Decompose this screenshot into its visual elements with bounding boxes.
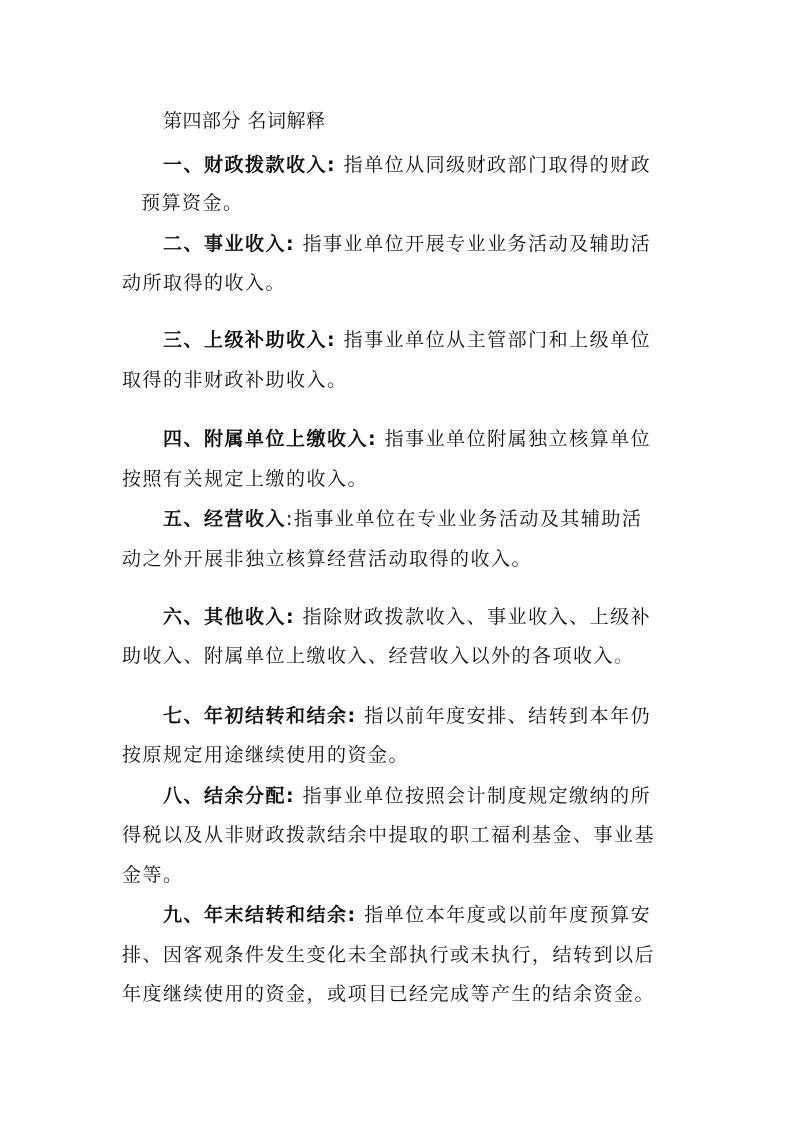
entry-7-line-2: 按原规定用途继续使用的资金。 — [122, 744, 410, 766]
entry-8-term: 八、结余分配: — [163, 785, 296, 807]
entry-2-text: 指事业单位开展专业业务活动及辅助活 — [302, 233, 652, 255]
entry-4-line-2: 按照有关规定上缴的收入。 — [122, 468, 369, 490]
entry-1-term: 一、财政拨款收入: — [163, 154, 337, 176]
entry-6-line-1 — [163, 604, 651, 630]
entry-9-term: 九、年末结转和结余: — [163, 904, 357, 926]
entry-6-term: 六、其他收入: — [163, 606, 296, 628]
entry-6-text: 指除财政拨款收入、事业收入、上级补 — [302, 606, 652, 628]
entry-8-line-1 — [163, 783, 651, 809]
entry-2-line-2: 动所取得的收入。 — [122, 272, 287, 294]
entry-9-text: 指单位本年度或以前年度预算安 — [364, 904, 652, 926]
entry-8-line-2: 得税以及从非财政拨款结余中提取的职工福利基金、事业基 — [122, 824, 656, 846]
entry-3-term: 三、上级补助收入: — [163, 329, 337, 351]
entry-1-line-1 — [163, 152, 651, 178]
entry-7-line-1 — [163, 703, 651, 729]
entry-9-line-1 — [163, 902, 651, 928]
entry-6-line-2-end: 。 — [614, 645, 635, 667]
entry-9-line-2: 排、因客观条件发生变化未全部执行或未执行，结转到以后 — [122, 944, 656, 966]
section-title: 第四部分 名词解释 — [163, 110, 326, 132]
entry-5-term: 五、经营收入 — [163, 508, 287, 530]
entry-7-term: 七、年初结转和结余: — [163, 705, 357, 727]
entry-4-text: 指事业单位附属独立核算单位 — [384, 428, 652, 450]
entry-5-line-2: 动之外开展非独立核算经营活动取得的收入。 — [122, 548, 533, 570]
entry-5-line-1 — [163, 506, 642, 532]
entry-3-line-1 — [163, 327, 651, 353]
entry-6-line-2-text: 助收入、附属单位上缴收入、经营收入以外的各项收入 — [122, 645, 615, 667]
entry-6-line-2 — [122, 643, 635, 669]
entry-8-line-3: 金等。 — [122, 864, 184, 886]
entry-1-line-2: 预算资金。 — [141, 192, 244, 214]
entry-9-line-3: 年度继续使用的资金，或项目已经完成等产生的结余资金。 — [122, 983, 656, 1005]
entry-3-line-2: 取得的非财政补助收入。 — [122, 369, 348, 391]
entry-2-term: 二、事业收入: — [163, 233, 296, 255]
entry-4-line-1 — [163, 426, 651, 452]
entry-5-text: :指事业单位在专业业务活动及其辅助活 — [286, 508, 643, 530]
entry-4-term: 四、附属单位上缴收入: — [163, 428, 378, 450]
entry-3-text: 指事业单位从主管部门和上级单位 — [343, 329, 652, 351]
entry-8-text: 指事业单位按照会计制度规定缴纳的所 — [302, 785, 652, 807]
entry-1-text: 指单位从同级财政部门取得的财政 — [343, 154, 652, 176]
entry-2-line-1 — [163, 231, 651, 257]
entry-7-text: 指以前年度安排、结转到本年仍 — [364, 705, 652, 727]
